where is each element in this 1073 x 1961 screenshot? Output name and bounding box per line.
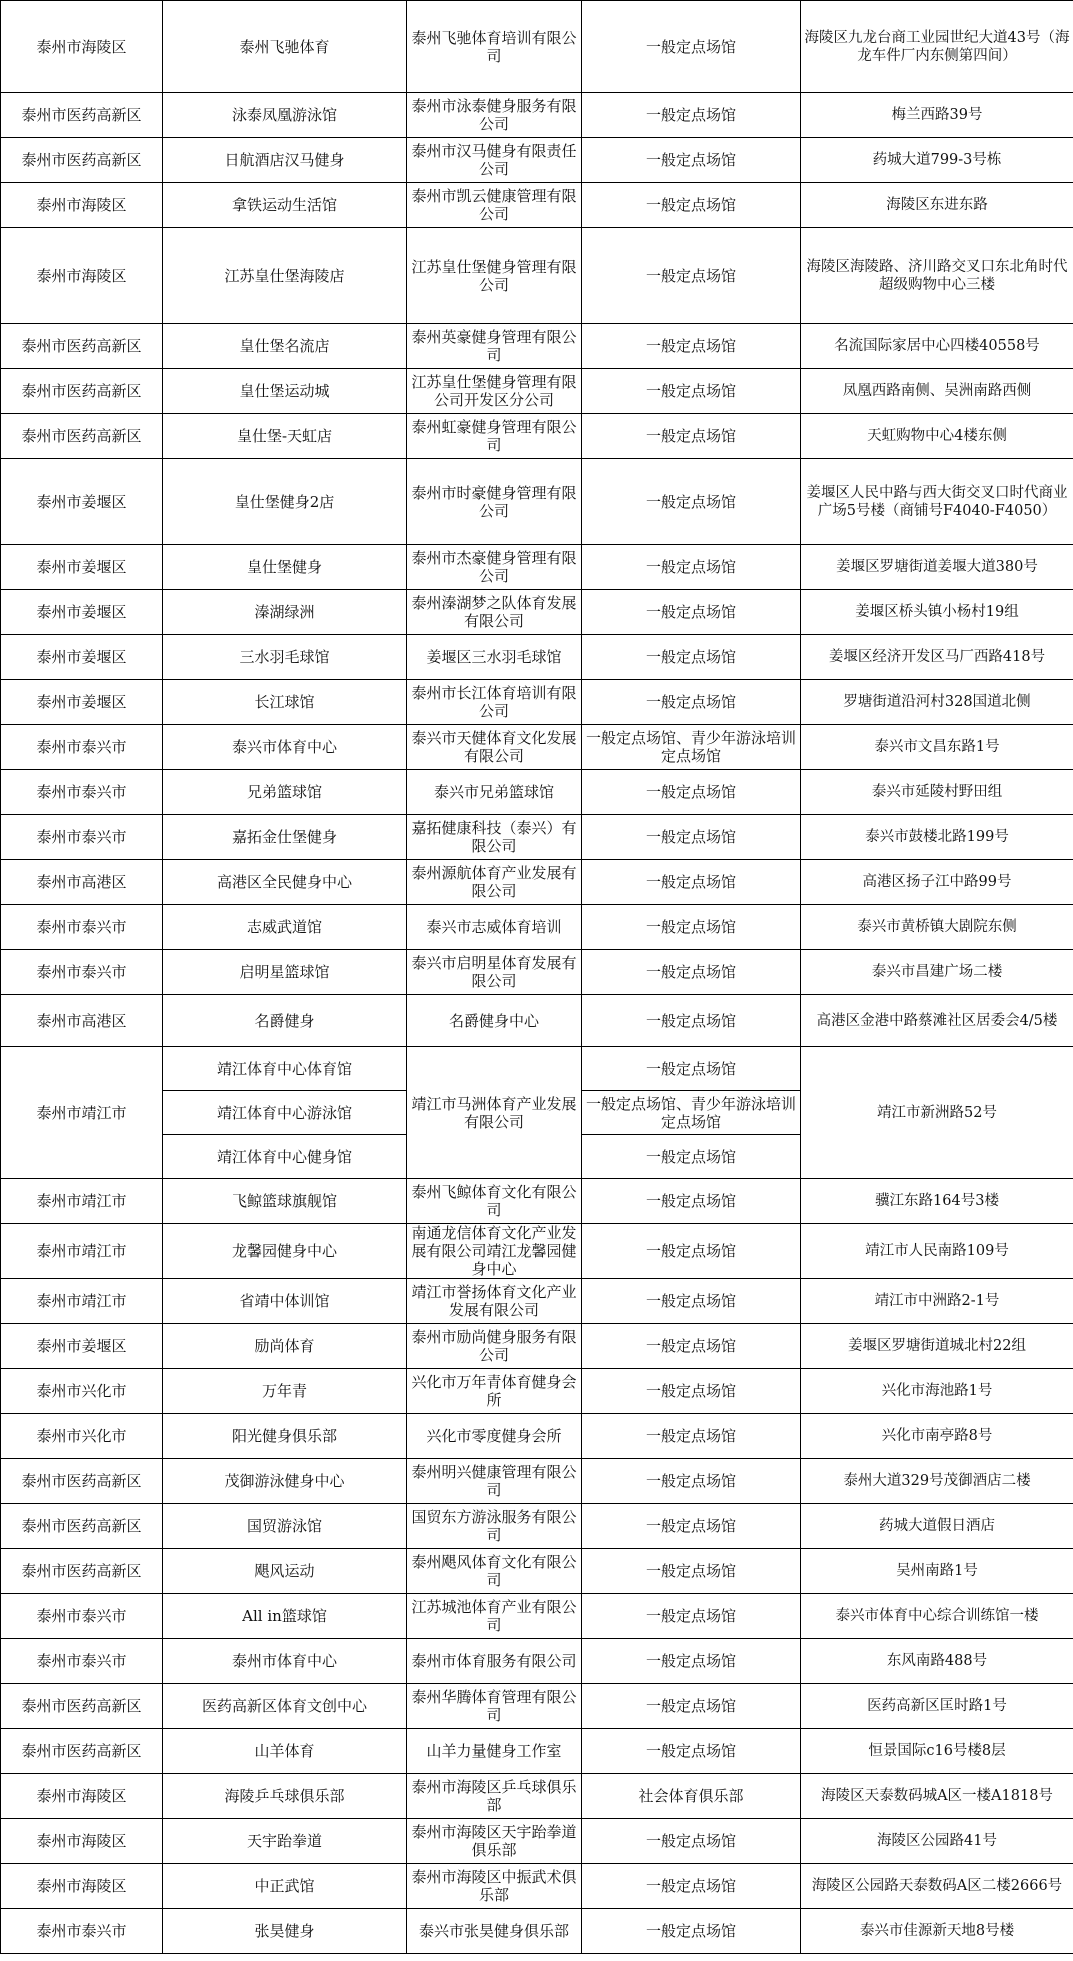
table-row: [1, 1224, 1073, 1279]
address-cell: 吴州南路1号: [801, 1549, 1073, 1594]
type-cell: 一般定点场馆: [582, 1369, 801, 1414]
region-cell: 泰州市医药高新区: [1, 324, 163, 369]
region-cell: 泰州市高港区: [1, 995, 163, 1047]
type-cell: 一般定点场馆、青少年游泳培训定点场馆: [582, 725, 801, 770]
region-cell: 泰州市靖江市: [1, 1224, 163, 1279]
region-cell: 泰州市医药高新区: [1, 1729, 163, 1774]
type-cell: 一般定点场馆: [582, 1, 801, 93]
address-cell: 泰州大道329号茂御酒店二楼: [801, 1459, 1073, 1504]
jingjiang-group: [1, 1047, 1073, 1179]
table-row: [1, 1909, 1073, 1954]
table-row: [1, 815, 1073, 860]
venue-name-cell: 皇仕堡-天虹店: [163, 414, 407, 459]
company-cell: 泰兴市天健体育文化发展有限公司: [407, 725, 582, 770]
address-cell: 名流国际家居中心四楼40558号: [801, 324, 1073, 369]
table-row: [1, 183, 1073, 228]
company-cell: 泰州明兴健康管理有限公司: [407, 1459, 582, 1504]
region-cell: 泰州市泰兴市: [1, 1909, 163, 1954]
table-row: [1, 950, 1073, 995]
table-row: [1, 995, 1073, 1047]
region-cell: 泰州市姜堰区: [1, 545, 163, 590]
venue-name-cell: 泰州飞驰体育: [163, 1, 407, 93]
company-cell: 泰州市体育服务有限公司: [407, 1639, 582, 1684]
table-row: [1, 1549, 1073, 1594]
table-row: [1, 1459, 1073, 1504]
company-cell: 泰州英豪健身管理有限公司: [407, 324, 582, 369]
address-cell: 姜堰区罗塘街道姜堰大道380号: [801, 545, 1073, 590]
venue-name-cell: 中正武馆: [163, 1864, 407, 1909]
type-cell: 一般定点场馆: [582, 1179, 801, 1224]
company-cell: 泰州飞鲸体育文化有限公司: [407, 1179, 582, 1224]
company-cell: 泰州虹豪健身管理有限公司: [407, 414, 582, 459]
table-row: [1, 1047, 1073, 1091]
table-row: [1, 1774, 1073, 1819]
type-cell: 一般定点场馆: [582, 1549, 801, 1594]
venue-name-cell: 阳光健身俱乐部: [163, 1414, 407, 1459]
address-cell: 罗塘街道沿河村328国道北侧: [801, 680, 1073, 725]
address-cell: 泰兴市黄桥镇大剧院东侧: [801, 905, 1073, 950]
company-cell: 泰兴市兄弟篮球馆: [407, 770, 582, 815]
venue-name-cell: 龙馨园健身中心: [163, 1224, 407, 1279]
type-cell: 一般定点场馆: [582, 138, 801, 183]
venue-name-cell: All in篮球馆: [163, 1594, 407, 1639]
company-cell: 泰州市长江体育培训有限公司: [407, 680, 582, 725]
type-cell: 一般定点场馆: [582, 770, 801, 815]
address-cell: 骥江东路164号3楼: [801, 1179, 1073, 1224]
type-cell: 一般定点场馆: [582, 590, 801, 635]
venue-name-cell: 志威武道馆: [163, 905, 407, 950]
type-cell: 一般定点场馆: [582, 1504, 801, 1549]
table-row: [1, 1864, 1073, 1909]
type-cell: 社会体育俱乐部: [582, 1774, 801, 1819]
table-row: [1, 1729, 1073, 1774]
region-cell: 泰州市泰兴市: [1, 905, 163, 950]
venue-name-cell: 皇仕堡运动城: [163, 369, 407, 414]
type-cell: 一般定点场馆: [582, 635, 801, 680]
type-cell: 一般定点场馆、青少年游泳培训定点场馆: [582, 1091, 801, 1135]
type-cell: 一般定点场馆: [582, 1864, 801, 1909]
company-cell: 泰州市励尚健身服务有限公司: [407, 1324, 582, 1369]
company-cell: 泰州飓风体育文化有限公司: [407, 1549, 582, 1594]
table-row: [1, 138, 1073, 183]
venue-name-cell: 溱湖绿洲: [163, 590, 407, 635]
table-row: [1, 590, 1073, 635]
address-cell: 恒景国际c16号楼8层: [801, 1729, 1073, 1774]
region-cell: 泰州市医药高新区: [1, 1459, 163, 1504]
region-cell: 泰州市泰兴市: [1, 950, 163, 995]
venue-name-cell: 靖江体育中心游泳馆: [163, 1091, 407, 1135]
address-cell: 高港区金港中路蔡滩社区居委会4/5楼: [801, 995, 1073, 1047]
address-cell: 东风南路488号: [801, 1639, 1073, 1684]
region-cell: 泰州市姜堰区: [1, 590, 163, 635]
table-row: [1, 459, 1073, 545]
region-cell: 泰州市姜堰区: [1, 459, 163, 545]
type-cell: 一般定点场馆: [582, 860, 801, 905]
table-row: [1, 1414, 1073, 1459]
type-cell: 一般定点场馆: [582, 414, 801, 459]
region-cell: 泰州市医药高新区: [1, 138, 163, 183]
venue-name-cell: 飞鲸篮球旗舰馆: [163, 1179, 407, 1224]
venue-name-cell: 靖江体育中心健身馆: [163, 1135, 407, 1179]
venue-name-cell: 山羊体育: [163, 1729, 407, 1774]
region-cell: 泰州市医药高新区: [1, 93, 163, 138]
company-cell: 泰州市泳泰健身服务有限公司: [407, 93, 582, 138]
venue-name-cell: 天宇跆拳道: [163, 1819, 407, 1864]
table-row: [1, 1819, 1073, 1864]
address-cell: 靖江市中洲路2-1号: [801, 1279, 1073, 1324]
table-row: [1, 1, 1073, 93]
venue-name-cell: 嘉拓金仕堡健身: [163, 815, 407, 860]
address-cell: 海陵区海陵路、济川路交叉口东北角时代超级购物中心三楼: [801, 228, 1073, 324]
company-cell: 靖江市誉扬体育文化产业发展有限公司: [407, 1279, 582, 1324]
table-row: [1, 770, 1073, 815]
region-cell: 泰州市泰兴市: [1, 815, 163, 860]
type-cell: 一般定点场馆: [582, 545, 801, 590]
address-cell: 凤凰西路南侧、吴洲南路西侧: [801, 369, 1073, 414]
venue-name-cell: 国贸游泳馆: [163, 1504, 407, 1549]
venue-name-cell: 泳泰凤凰游泳馆: [163, 93, 407, 138]
company-cell: 江苏皇仕堡健身管理有限公司: [407, 228, 582, 324]
company-cell: 靖江市马洲体育产业发展有限公司: [407, 1047, 582, 1179]
address-cell: 姜堰区罗塘街道城北村22组: [801, 1324, 1073, 1369]
table-row: [1, 725, 1073, 770]
type-cell: 一般定点场馆: [582, 228, 801, 324]
type-cell: 一般定点场馆: [582, 1639, 801, 1684]
company-cell: 姜堰区三水羽毛球馆: [407, 635, 582, 680]
venue-name-cell: 张昊健身: [163, 1909, 407, 1954]
type-cell: 一般定点场馆: [582, 1224, 801, 1279]
type-cell: 一般定点场馆: [582, 905, 801, 950]
type-cell: 一般定点场馆: [582, 1324, 801, 1369]
venue-name-cell: 日航酒店汉马健身: [163, 138, 407, 183]
address-cell: 海陵区天泰数码城A区一楼A1818号: [801, 1774, 1073, 1819]
venue-table-body-bottom: [1, 1179, 1073, 1954]
table-row: [1, 1684, 1073, 1729]
region-cell: 泰州市高港区: [1, 860, 163, 905]
type-cell: 一般定点场馆: [582, 1819, 801, 1864]
company-cell: 兴化市零度健身会所: [407, 1414, 582, 1459]
venue-name-cell: 拿铁运动生活馆: [163, 183, 407, 228]
type-cell: 一般定点场馆: [582, 680, 801, 725]
table-row: [1, 93, 1073, 138]
type-cell: 一般定点场馆: [582, 1729, 801, 1774]
region-cell: 泰州市医药高新区: [1, 414, 163, 459]
venue-name-cell: 省靖中体训馆: [163, 1279, 407, 1324]
region-cell: 泰州市姜堰区: [1, 635, 163, 680]
region-cell: 泰州市海陵区: [1, 228, 163, 324]
address-cell: 泰兴市佳源新天地8号楼: [801, 1909, 1073, 1954]
address-cell: 兴化市海池路1号: [801, 1369, 1073, 1414]
table-row: [1, 1369, 1073, 1414]
company-cell: 兴化市万年青体育健身会所: [407, 1369, 582, 1414]
address-cell: 泰兴市体育中心综合训练馆一楼: [801, 1594, 1073, 1639]
company-cell: 南通龙信体育文化产业发展有限公司靖江龙馨园健身中心: [407, 1224, 582, 1279]
type-cell: 一般定点场馆: [582, 995, 801, 1047]
company-cell: 山羊力量健身工作室: [407, 1729, 582, 1774]
type-cell: 一般定点场馆: [582, 93, 801, 138]
table-row: [1, 1594, 1073, 1639]
region-cell: 泰州市泰兴市: [1, 1594, 163, 1639]
address-cell: 姜堰区经济开发区马厂西路418号: [801, 635, 1073, 680]
table-row: [1, 369, 1073, 414]
type-cell: 一般定点场馆: [582, 1459, 801, 1504]
table-row: [1, 1504, 1073, 1549]
address-cell: 靖江市人民南路109号: [801, 1224, 1073, 1279]
region-cell: 泰州市泰兴市: [1, 770, 163, 815]
venue-name-cell: 茂御游泳健身中心: [163, 1459, 407, 1504]
type-cell: 一般定点场馆: [582, 183, 801, 228]
address-cell: 天虹购物中心4楼东侧: [801, 414, 1073, 459]
type-cell: 一般定点场馆: [582, 1684, 801, 1729]
table-row: [1, 545, 1073, 590]
company-cell: 国贸东方游泳服务有限公司: [407, 1504, 582, 1549]
type-cell: 一般定点场馆: [582, 815, 801, 860]
address-cell: 海陵区九龙台商工业园世纪大道43号（海龙车件厂内东侧第四间）: [801, 1, 1073, 93]
venue-name-cell: 启明星篮球馆: [163, 950, 407, 995]
region-cell: 泰州市医药高新区: [1, 1684, 163, 1729]
company-cell: 泰州溱湖梦之队体育发展有限公司: [407, 590, 582, 635]
company-cell: 泰州华腾体育管理有限公司: [407, 1684, 582, 1729]
table-row: [1, 680, 1073, 725]
region-cell: 泰州市靖江市: [1, 1179, 163, 1224]
company-cell: 泰兴市张昊健身俱乐部: [407, 1909, 582, 1954]
venue-name-cell: 泰州市体育中心: [163, 1639, 407, 1684]
table-row: [1, 228, 1073, 324]
table-row: [1, 414, 1073, 459]
venue-name-cell: 泰兴市体育中心: [163, 725, 407, 770]
company-cell: 泰州市汉马健身有限责任公司: [407, 138, 582, 183]
address-cell: 药城大道799-3号栋: [801, 138, 1073, 183]
type-cell: 一般定点场馆: [582, 1047, 801, 1091]
address-cell: 姜堰区桥头镇小杨村19组: [801, 590, 1073, 635]
company-cell: 江苏皇仕堡健身管理有限公司开发区分公司: [407, 369, 582, 414]
venue-name-cell: 飓风运动: [163, 1549, 407, 1594]
company-cell: 泰州市时豪健身管理有限公司: [407, 459, 582, 545]
type-cell: 一般定点场馆: [582, 1279, 801, 1324]
company-cell: 名爵健身中心: [407, 995, 582, 1047]
company-cell: 泰州市海陵区乒乓球俱乐部: [407, 1774, 582, 1819]
venue-table-body-top: [1, 1, 1073, 1047]
type-cell: 一般定点场馆: [582, 1414, 801, 1459]
table-row: [1, 905, 1073, 950]
venue-name-cell: 高港区全民健身中心: [163, 860, 407, 905]
region-cell: 泰州市医药高新区: [1, 1504, 163, 1549]
company-cell: 泰兴市启明星体育发展有限公司: [407, 950, 582, 995]
region-cell: 泰州市海陵区: [1, 1774, 163, 1819]
table-row: [1, 635, 1073, 680]
address-cell: 药城大道假日酒店: [801, 1504, 1073, 1549]
company-cell: 泰州市杰豪健身管理有限公司: [407, 545, 582, 590]
venue-name-cell: 皇仕堡名流店: [163, 324, 407, 369]
address-cell: 梅兰西路39号: [801, 93, 1073, 138]
company-cell: 泰州市海陵区天宇跆拳道俱乐部: [407, 1819, 582, 1864]
venue-name-cell: 名爵健身: [163, 995, 407, 1047]
region-cell: 泰州市靖江市: [1, 1279, 163, 1324]
address-cell: 姜堰区人民中路与西大街交叉口时代商业广场5号楼（商铺号F4040-F4050）: [801, 459, 1073, 545]
table-row: [1, 860, 1073, 905]
address-cell: 高港区扬子江中路99号: [801, 860, 1073, 905]
region-cell: 泰州市兴化市: [1, 1414, 163, 1459]
company-cell: 泰州市海陵区中振武术俱乐部: [407, 1864, 582, 1909]
address-cell: 海陵区公园路41号: [801, 1819, 1073, 1864]
type-cell: 一般定点场馆: [582, 1135, 801, 1179]
type-cell: 一般定点场馆: [582, 1594, 801, 1639]
type-cell: 一般定点场馆: [582, 950, 801, 995]
company-cell: 泰兴市志威体育培训: [407, 905, 582, 950]
region-cell: 泰州市海陵区: [1, 1864, 163, 1909]
type-cell: 一般定点场馆: [582, 1909, 801, 1954]
address-cell: 兴化市南亭路8号: [801, 1414, 1073, 1459]
table-row: [1, 1179, 1073, 1224]
address-cell: 泰兴市文昌东路1号: [801, 725, 1073, 770]
venue-name-cell: 长江球馆: [163, 680, 407, 725]
region-cell: 泰州市海陵区: [1, 1819, 163, 1864]
region-cell: 泰州市姜堰区: [1, 1324, 163, 1369]
venue-name-cell: 兄弟篮球馆: [163, 770, 407, 815]
venue-name-cell: 三水羽毛球馆: [163, 635, 407, 680]
region-cell: 泰州市海陵区: [1, 1, 163, 93]
region-cell: 泰州市泰兴市: [1, 1639, 163, 1684]
venue-name-cell: 皇仕堡健身2店: [163, 459, 407, 545]
venue-name-cell: 皇仕堡健身: [163, 545, 407, 590]
company-cell: 泰州源航体育产业发展有限公司: [407, 860, 582, 905]
region-cell: 泰州市兴化市: [1, 1369, 163, 1414]
company-cell: 泰州飞驰体育培训有限公司: [407, 1, 582, 93]
region-cell: 泰州市靖江市: [1, 1047, 163, 1179]
venue-name-cell: 励尚体育: [163, 1324, 407, 1369]
address-cell: 医药高新区匡时路1号: [801, 1684, 1073, 1729]
venue-name-cell: 海陵乒乓球俱乐部: [163, 1774, 407, 1819]
address-cell: 海陵区东进东路: [801, 183, 1073, 228]
table-row: [1, 1279, 1073, 1324]
type-cell: 一般定点场馆: [582, 369, 801, 414]
region-cell: 泰州市医药高新区: [1, 369, 163, 414]
company-cell: 江苏城池体育产业有限公司: [407, 1594, 582, 1639]
table-row: [1, 1324, 1073, 1369]
address-cell: 靖江市新洲路52号: [801, 1047, 1073, 1179]
table-row: [1, 324, 1073, 369]
venue-name-cell: 靖江体育中心体育馆: [163, 1047, 407, 1091]
address-cell: 泰兴市鼓楼北路199号: [801, 815, 1073, 860]
address-cell: 泰兴市昌建广场二楼: [801, 950, 1073, 995]
region-cell: 泰州市医药高新区: [1, 1549, 163, 1594]
table-row: [1, 1639, 1073, 1684]
address-cell: 泰兴市延陵村野田组: [801, 770, 1073, 815]
venue-name-cell: 万年青: [163, 1369, 407, 1414]
region-cell: 泰州市海陵区: [1, 183, 163, 228]
company-cell: 嘉拓健康科技（泰兴）有限公司: [407, 815, 582, 860]
region-cell: 泰州市泰兴市: [1, 725, 163, 770]
address-cell: 海陵区公园路天泰数码A区二楼2666号: [801, 1864, 1073, 1909]
venue-name-cell: 江苏皇仕堡海陵店: [163, 228, 407, 324]
company-cell: 泰州市凯云健康管理有限公司: [407, 183, 582, 228]
venue-name-cell: 医药高新区体育文创中心: [163, 1684, 407, 1729]
region-cell: 泰州市姜堰区: [1, 680, 163, 725]
type-cell: 一般定点场馆: [582, 324, 801, 369]
type-cell: 一般定点场馆: [582, 459, 801, 545]
